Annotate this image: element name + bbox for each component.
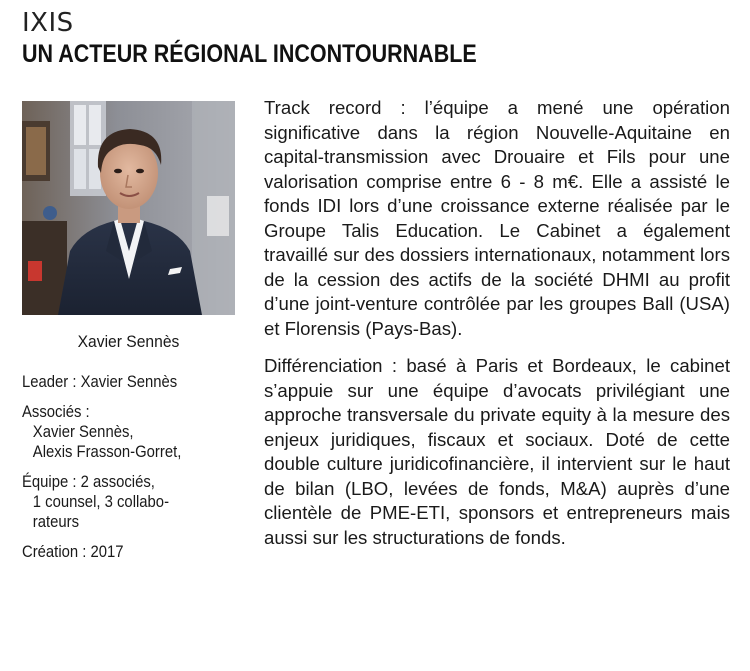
fact-associes [22,402,238,462]
equipe-value: 2 associés, [80,473,155,491]
creation-label: Création : [22,543,87,561]
track-record-paragraph: Track record : l’équipe a mené une opération significative dans la région Nouvelle-Aquitaine en capital-transmission avec Drouaire et Fils pour une valorisation comprise entre 6 - 8 m€. Elle a assisté le fonds IDI lors d’une croissance externe réalisée par le Groupe Talis Education. Le Cabinet a également travaillé sur des dossiers internationaux, notamment lors de la cession des actifs de la société DHMI au profit d’une joint-venture contrôlée par les groupes Ball (USA) et Florensis (Pays-Bas). [264,97,730,339]
equipe-value: 1 counsel, 3 collabo- [32,493,170,511]
associes-label: Associés : [22,403,90,421]
leader-label: Leader : [22,373,77,391]
fact-sheet [22,372,238,562]
photo-caption: Xavier Sennès [77,332,180,351]
leader-value: Xavier Sennès [80,373,178,391]
fact-leader [22,372,238,392]
firm-name: IXIS [22,8,74,38]
header [22,8,732,70]
portrait-photo [22,101,235,315]
portrait-illustration [22,101,235,315]
equipe-value: rateurs [32,513,80,531]
creation-value: 2017 [90,543,124,561]
main-text [264,96,730,550]
differenciation-paragraph: Différenciation : basé à Paris et Bordeaux, le cabinet s’appuie sur une équipe d’avocats privilégiant une approche transversale du private equity à la mesure des enjeux juridiques, fiscaux et sociaux. Doté de cette double culture juridicofinancière, il intervient sur le haut de bilan (LBO, levées de fonds, M&A) auprès d’une clientèle de PME-ETI, sponsors et entrepreneurs mais aussi sur les structurations de fonds. [264,355,730,548]
associes-value: Xavier Sennès, [32,423,134,441]
associes-value: Alexis Frasson-Gorret, [32,443,182,461]
fact-equipe [22,472,238,532]
headline: UN ACTEUR RÉGIONAL INCONTOURNABLE [22,40,477,68]
sidebar [22,101,242,572]
fact-creation [22,542,238,562]
equipe-label: Équipe : [22,473,77,491]
